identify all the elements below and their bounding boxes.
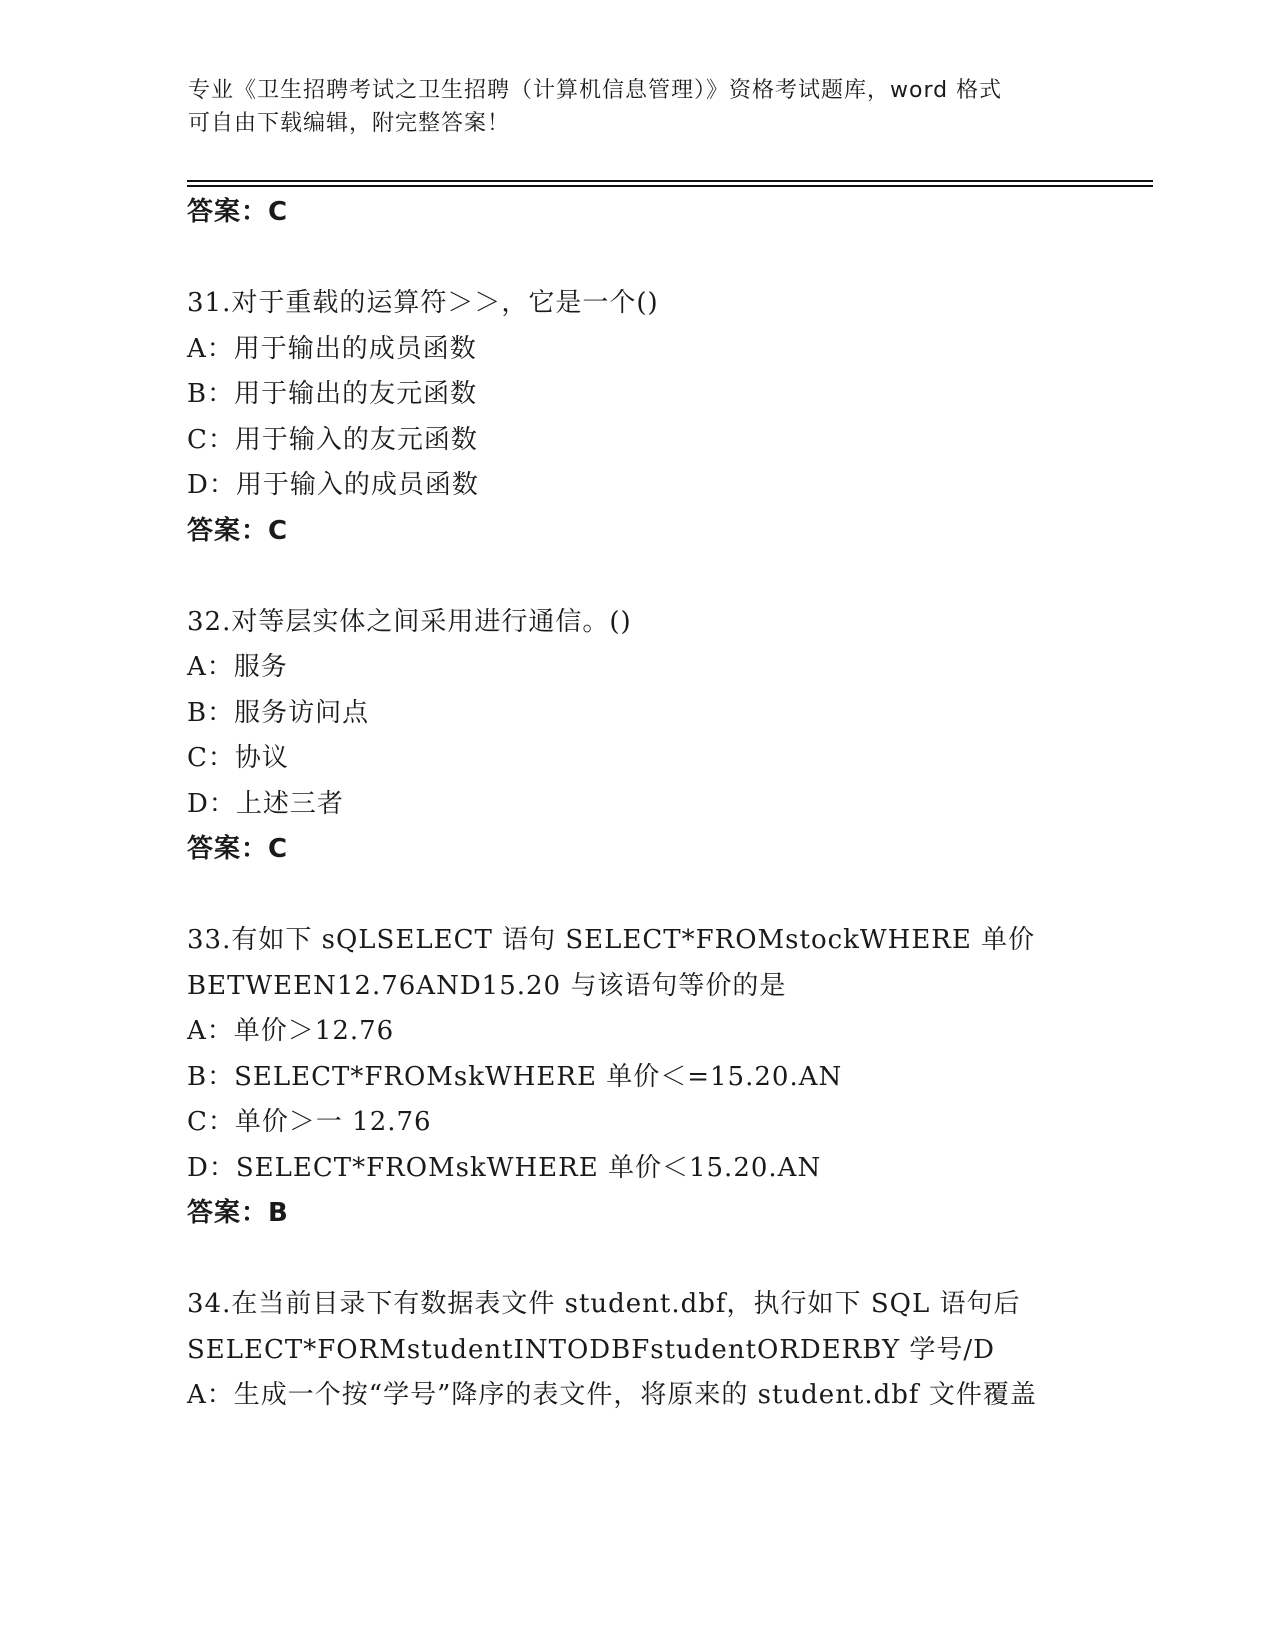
option-c: C：协议 <box>187 743 289 773</box>
option-d: D：SELECT*FROMskWHERE 单价＜15.20.AN <box>187 1152 822 1183</box>
option-a: A：单价＞12.76 <box>187 1016 395 1046</box>
question-block <box>187 281 1087 554</box>
question-stem: 33.有如下 sQLSELECT 语句 SELECT*FROMstockWHERE 单价 <box>187 925 1036 955</box>
option-b: B：服务访问点 <box>187 697 370 728</box>
option-b: B：SELECT*FROMskWHERE 单价＜=15.20.AN <box>187 1061 843 1092</box>
option-d: D：用于输入的成员函数 <box>187 470 479 500</box>
header-divider-bottom <box>187 185 1153 187</box>
option-a: A：服务 <box>187 652 288 682</box>
header-divider-top <box>187 180 1153 182</box>
question-stem: 34.在当前目录下有数据表文件 student.dbf，执行如下 SQL 语句后 <box>187 1289 1021 1319</box>
answer-label: 答案：C <box>187 515 289 546</box>
question-block <box>187 918 1087 1237</box>
question-block <box>187 1282 1087 1419</box>
question-block <box>187 600 1087 873</box>
option-c: C：单价＞一 12.76 <box>187 1107 432 1137</box>
header-line-2: 可自由下载编辑，附完整答案！ <box>188 111 511 136</box>
option-b: B：用于输出的友元函数 <box>187 379 478 409</box>
document-header <box>188 74 1088 140</box>
question-stem-continued: SELECT*FORMstudentINTODBFstudentORDERBY 学号/D <box>187 1334 995 1365</box>
question-stem: 32.对等层实体之间采用进行通信。() <box>187 606 632 637</box>
answer-label: 答案：B <box>187 1198 289 1228</box>
question-stem: 31.对于重载的运算符＞＞，它是一个() <box>187 288 659 318</box>
option-a: A：生成一个按“学号”降序的表文件，将原来的 student.dbf 文件覆盖 <box>187 1380 1037 1410</box>
answer-label: 答案：C <box>187 834 289 864</box>
question-list <box>187 190 1087 1419</box>
option-d: D：上述三者 <box>187 788 344 819</box>
answer-label: 答案：C <box>187 197 289 227</box>
header-line-1: 专业《卫生招聘考试之卫生招聘（计算机信息管理）》资格考试题库，word 格式 <box>188 78 1003 103</box>
question-stem-continued: BETWEEN12.76AND15.20 与该语句等价的是 <box>187 970 787 1001</box>
option-a: A：用于输出的成员函数 <box>187 333 477 364</box>
option-c: C：用于输入的友元函数 <box>187 424 478 455</box>
